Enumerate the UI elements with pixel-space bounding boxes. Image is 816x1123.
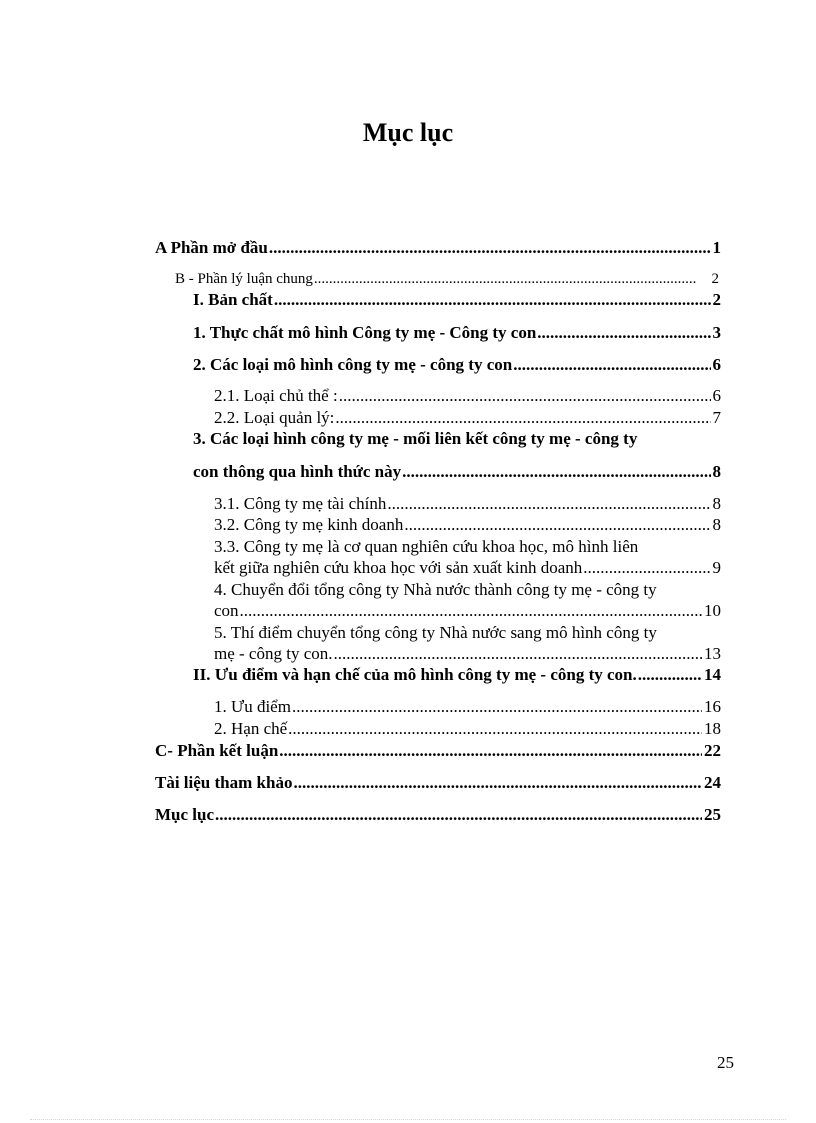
toc-entry-page: 14: [704, 665, 721, 684]
toc-entry-label: con: [214, 601, 239, 620]
toc-entry-page: 25: [704, 805, 721, 824]
toc-entry-2[interactable]: [193, 355, 721, 375]
page-title: Mục lục: [362, 118, 454, 147]
toc-entry-ii-1[interactable]: [214, 697, 721, 717]
toc-entry-5-line1[interactable]: 5. Thí điểm chuyển tổng công ty Nhà nước sang mô hình công ty: [214, 623, 657, 642]
toc-entry-page: 7: [712, 408, 721, 427]
toc-entry-page: 24: [704, 773, 721, 792]
toc-entry-label: B - Phần lý luận chung: [175, 271, 313, 287]
toc-entry-page: 2: [711, 271, 719, 287]
toc-entry-4-line1[interactable]: 4. Chuyển đổi tổng công ty Nhà nước thành công ty mẹ - công ty: [214, 580, 657, 599]
toc-entry-page: 6: [712, 355, 721, 374]
page-number: 25: [717, 1053, 734, 1072]
toc-entry-label: 1. Thực chất mô hình Công ty mẹ - Công ty con: [193, 323, 537, 342]
toc-entry-c[interactable]: [155, 741, 721, 761]
toc-entry-3-line1[interactable]: 3. Các loại hình công ty mẹ - mối liên kết công ty mẹ - công ty: [193, 429, 638, 448]
toc-entry-label: Mục lục: [155, 805, 215, 824]
toc-entry-3-1[interactable]: [214, 494, 721, 514]
toc-entry-references[interactable]: [155, 773, 721, 793]
toc-entry-page: 8: [712, 494, 721, 513]
toc-entry-3[interactable]: [193, 462, 721, 482]
toc-entry-label: 3.1. Công ty mẹ tài chính: [214, 494, 387, 513]
toc-entry-page: 8: [712, 515, 721, 534]
toc-entry-label: I. Bản chất: [193, 290, 273, 309]
toc-entry-b[interactable]: [175, 269, 719, 289]
toc-entry-3-3[interactable]: [214, 558, 721, 578]
toc-entry-page: 2: [712, 290, 721, 309]
toc-entry-label: 3.2. Công ty mẹ kinh doanh: [214, 515, 404, 534]
toc-entry-label: 2. Hạn chế: [214, 719, 288, 738]
toc-entry-label: con thông qua hình thức này: [193, 462, 402, 481]
toc-entry-label: II. Ưu điểm và hạn chế của mô hình công ty mẹ - công ty con.: [193, 665, 637, 684]
toc-entry-label: 1. Ưu điểm: [214, 697, 291, 716]
toc-entry-ii[interactable]: [193, 665, 721, 685]
toc-entry-3-3-line1[interactable]: 3.3. Công ty mẹ là cơ quan nghiên cứu khoa học, mô hình liên: [214, 537, 639, 556]
toc-entry-page: 18: [704, 719, 721, 738]
toc-entry-3-2[interactable]: [214, 515, 721, 535]
toc-entry-label: mẹ - công ty con.: [214, 644, 333, 663]
toc-entry-page: 16: [704, 697, 721, 716]
toc-entry-4[interactable]: [214, 601, 721, 621]
toc-entry-label: 2. Các loại mô hình công ty mẹ - công ty con: [193, 355, 513, 374]
toc-entry-i[interactable]: [193, 290, 721, 310]
toc-entry-label: 2.1. Loại chủ thể :: [214, 386, 338, 405]
toc-entry-page: 6: [712, 386, 721, 405]
toc-entry-label: kết giữa nghiên cứu khoa học với sản xuất kinh doanh: [214, 558, 583, 577]
toc-entry-page: 3: [712, 323, 721, 342]
toc-entry-label: C- Phần kết luận: [155, 741, 279, 760]
toc-entry-ii-2[interactable]: [214, 719, 721, 739]
toc-entry-2-1[interactable]: [214, 386, 721, 406]
toc-entry-page: 1: [712, 238, 721, 257]
toc-entry-page: 9: [712, 558, 721, 577]
page-bottom-divider: [30, 1119, 786, 1120]
toc-entry-a[interactable]: [155, 238, 721, 258]
toc-entry-label: Tài liệu tham khảo: [155, 773, 293, 792]
toc-entry-label: 2.2. Loại quản lý:: [214, 408, 335, 427]
toc-entry-page: 10: [704, 601, 721, 620]
toc-entry-page: 13: [704, 644, 721, 663]
toc-entry-5[interactable]: [214, 644, 721, 664]
toc-entry-label: A Phần mở đầu: [155, 238, 268, 257]
toc-entry-1[interactable]: [193, 323, 721, 343]
toc-entry-page: 22: [704, 741, 721, 760]
toc-entry-contents[interactable]: [155, 805, 721, 825]
toc-entry-page: 8: [712, 462, 721, 481]
toc-entry-2-2[interactable]: [214, 408, 721, 428]
